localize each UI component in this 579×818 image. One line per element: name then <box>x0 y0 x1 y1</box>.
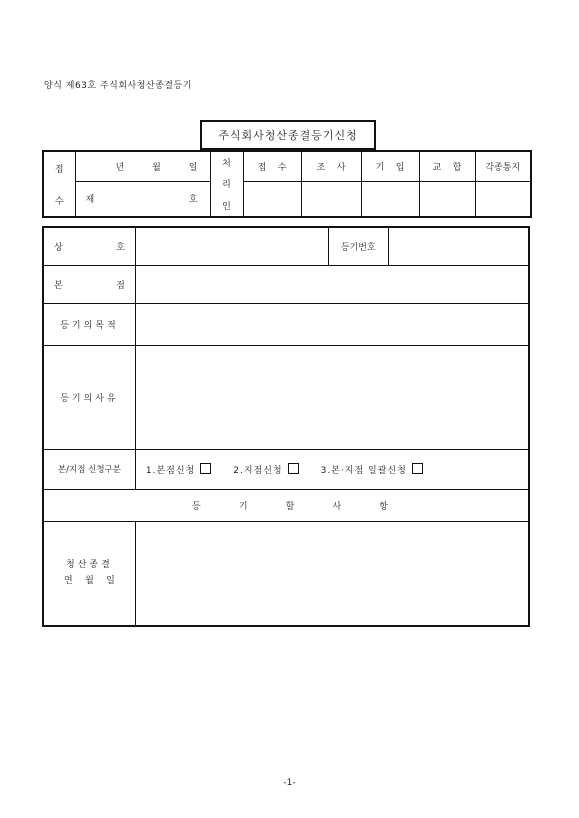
registry-header-char-1: 등 <box>192 501 201 512</box>
company-name-label-cell <box>43 227 135 265</box>
head-office-label-2: 점 <box>116 280 125 291</box>
option-head-office[interactable] <box>146 463 211 476</box>
stamp-header-receive: 접 수 <box>243 151 301 181</box>
registry-header-char-3: 할 <box>285 501 295 512</box>
form-title: 주식회사청산종결등기신청 <box>200 120 376 150</box>
option-branch-label: 2.지점신청 <box>233 465 283 476</box>
company-name-field[interactable] <box>135 227 328 265</box>
process-label-2: 리 <box>222 180 231 191</box>
receipt-date-cell[interactable] <box>75 151 210 181</box>
branch-checkbox[interactable] <box>288 463 299 474</box>
branch-type-options <box>135 449 529 489</box>
option-head-office-label: 1.본점신청 <box>145 465 196 476</box>
number-prefix-label: 제 <box>85 195 95 206</box>
day-label: 일 <box>188 162 198 173</box>
stamp-box-receive[interactable] <box>243 181 301 217</box>
liquidation-year-label: 연 <box>64 576 73 587</box>
registration-number-field[interactable] <box>388 227 529 265</box>
stamp-box-review[interactable] <box>301 181 361 217</box>
receipt-number-cell[interactable] <box>75 181 210 217</box>
stamp-header-entry: 기 입 <box>361 151 419 181</box>
head-office-checkbox[interactable] <box>200 463 211 474</box>
option-combined-label: 3.본·지점 일괄신청 <box>320 465 407 476</box>
branch-type-label: 본/지점 신청구분 <box>43 449 135 489</box>
month-label: 월 <box>152 162 161 173</box>
liquidation-date-field[interactable] <box>135 521 529 626</box>
process-label-3: 인 <box>222 201 231 212</box>
receive-label-2: 수 <box>54 196 64 207</box>
cause-field[interactable] <box>135 345 529 449</box>
stamp-header-review: 조 사 <box>301 151 361 181</box>
stamp-box-notice[interactable] <box>475 181 531 217</box>
registration-number-label: 등기번호 <box>328 227 388 265</box>
receive-label-cell <box>43 151 75 217</box>
registry-header-char-5: 항 <box>379 501 388 512</box>
option-branch[interactable] <box>233 463 298 476</box>
liquidation-date-label-line1: 청산종결 <box>66 560 113 571</box>
registry-items-header <box>43 489 529 521</box>
form-number: 양식 제63호 주식회사청산종결등기 <box>44 81 192 91</box>
year-label: 년 <box>115 162 125 173</box>
purpose-label: 등기의목적 <box>43 303 135 345</box>
company-name-label-2: 호 <box>116 242 125 253</box>
page-number: -1- <box>283 778 296 788</box>
liquidation-month-label: 월 <box>85 576 94 587</box>
registry-header-char-4: 사 <box>332 501 342 512</box>
head-office-label-cell <box>43 265 135 303</box>
stamp-header-collate: 교 합 <box>419 151 475 181</box>
head-office-label-1: 본 <box>54 280 63 291</box>
purpose-field[interactable] <box>135 303 529 345</box>
combined-checkbox[interactable] <box>412 463 423 474</box>
cause-label: 등기의사유 <box>43 345 135 449</box>
liquidation-day-label: 일 <box>106 576 115 587</box>
receipt-table <box>42 150 532 218</box>
receive-label-1: 접 <box>54 164 64 175</box>
head-office-field[interactable] <box>135 265 529 303</box>
process-label-cell <box>210 151 243 217</box>
process-label-1: 처 <box>222 159 231 170</box>
number-suffix-label: 호 <box>188 195 198 206</box>
liquidation-date-label-cell <box>43 521 135 626</box>
stamp-header-notice: 각종통지 <box>475 151 531 181</box>
option-combined[interactable] <box>321 463 423 476</box>
registry-header-char-2: 기 <box>238 501 248 512</box>
application-table <box>42 226 530 627</box>
stamp-box-collate[interactable] <box>419 181 475 217</box>
company-name-label-1: 상 <box>54 242 63 253</box>
stamp-box-entry[interactable] <box>361 181 419 217</box>
